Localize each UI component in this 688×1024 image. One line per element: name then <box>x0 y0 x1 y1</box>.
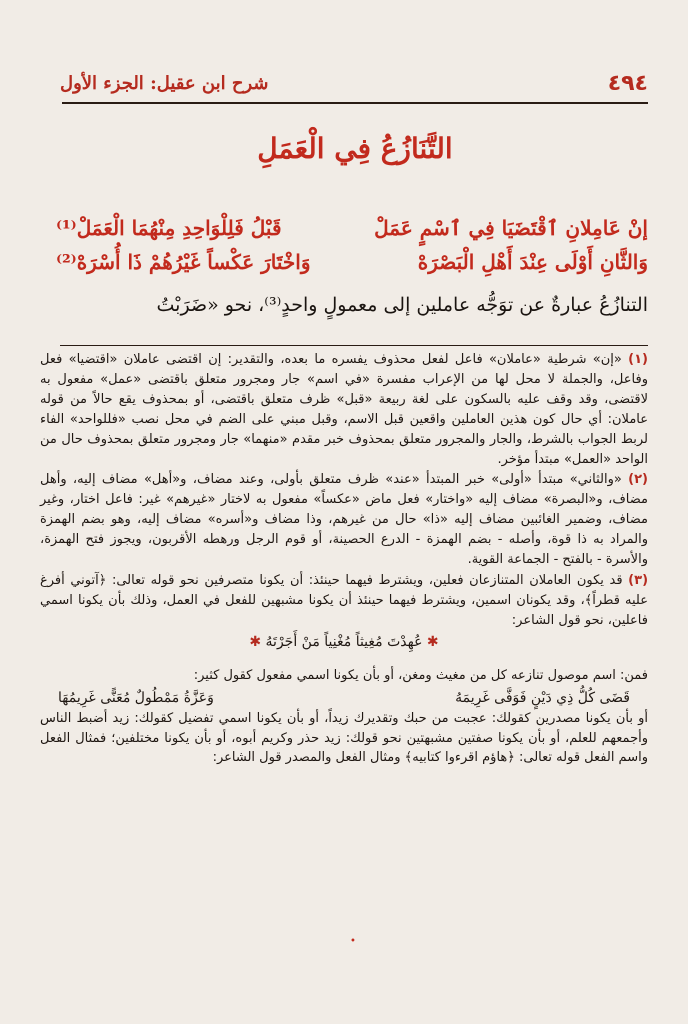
poem-second-hemistich: وَعَزَّةُ مَمْطُولٌ مُعَنًّى غَرِيمُهَا <box>58 689 214 706</box>
footnote-text: قد يكون العاملان المتنازعان فعلين، ويشترط فيهما حينئذ: أن يكونا متصرفين نحو قوله تعالى: ﴿آتوني أفرغ عليه قطراً﴾، وقد يكونان اسمين، ويشترط فيهما حينئذ أن يكونا مشبهين للفعل في العمل، وذلك بأن يكونا اسمي فاعلين، نحو قول الشاعر: <box>40 572 648 628</box>
spacer <box>40 652 648 666</box>
asterisk-icon: ✱ <box>426 633 439 650</box>
running-title: شرح ابن عقيل: الجزء الأول <box>60 72 269 94</box>
asterisk-icon: ✱ <box>249 633 262 650</box>
footnote-2 <box>40 470 648 570</box>
body-text: التنازُعُ عبارةٌ عن توَجُّه عاملين إلى معمولٍ واحدٍ⁽³⁾، نحو «ضَرَبْتُ <box>156 294 648 316</box>
running-header <box>60 66 648 100</box>
footnote-separator <box>60 345 648 346</box>
poem-verse <box>40 687 648 709</box>
printer-mark: • <box>350 936 356 947</box>
page-number: ٤٩٤ <box>607 70 648 96</box>
verse-1-second-hemistich: قَبْلُ فَلِلْوَاحِدِ مِنْهُمَا الْعَمَلْ⁽¹⁾ <box>56 216 282 240</box>
continuation-intro: فمن: اسم موصول تنازعه كل من مغيث ومغن، أو بأن يكونا اسمي مفعول كقول كثير: <box>193 667 648 683</box>
verse-line-1 <box>56 216 648 240</box>
verse-2-first-hemistich: وَالثَّانِ أَوْلَى عِنْدَ أَهْلِ الْبَصْرَهْ <box>417 250 648 274</box>
header-rule <box>62 102 648 104</box>
verse-1-first-hemistich: إنْ عَامِلانِ ٱقْتَضَيَا فِي ٱسْمٍ عَمَلْ <box>374 216 648 240</box>
verse-2-second-hemistich: وَاخْتَارَ عَكْساً غَيْرُهُمْ ذَا أُسْرَهْ⁽²⁾ <box>56 250 311 274</box>
footnote-text: «إن» شرطية «عاملان» فاعل لفعل محذوف يفسره ما بعده، والتقدير: إن اقتضى عاملان «اقتضيا» فعل وفاعل، والجملة لا محل لها من الإعراب مفسرة «في اسم» جار ومجرور متعلق باقتضى «عمل» مفعول به لاقتضى، وقد وقف عليه بالسكون على لغة ربيعة «قبل» ظرف متعلق باقتضى، أو بمحذوف يقع حالاً من قوله عاملان: أي حال كون هذين العاملين واقعين قبل الاسم، وقبل مبني على الضم في محل نصب «فللواحد» الفاء لربط الجواب بالشرط، والجار والمجرور متعلق بمحذوف خبر مقدم «منهما» جار ومجرور متعلق بمحذوف حال من الواحد «العمل» مبتدأ مؤخر. <box>40 352 648 467</box>
quoted-verse <box>40 632 648 652</box>
chapter-title: التَّنَازُعُ فِي الْعَمَلِ <box>257 132 453 165</box>
footnote-text: «والثاني» مبتدأ «أولى» خبر المبتدأ «عند» ظرف متعلق بأولى، وعند مضاف، و«أهل» مضاف إليه، وأهل مضاف، و«البصرة» مضاف إليه «واختار» فعل ماض «عكساً» مفعول به لاختار «غيرهم» غير: فاعل اختار، وغير مضاف، وضمير الغائبين مضاف إليه «ذا» حال من غيرهم، وذا مضاف و«أسره» مضاف إليه، وهو بضم الهمزة والمراد به ذا قوة، وأصله - بضم الهمزة - الدرع الحصينة، أو قوم الرجل ورهطه الأقربون، ويجوز فتح الهمزة، والأسرة - بالفتح - الجماعة القوية. <box>40 472 648 568</box>
footnote-number: (٢) <box>628 472 648 488</box>
continuation-text: أو بأن يكونا مصدرين كقولك: عجبت من حبك وتقديرك زيداً، أو بأن يكونا اسمي تفضيل كقولك: زيد أضبط الناس وأجمعهم للعلم، أو بأن يكونا صفتين مشبهتين نحو قولك: زيد حذر وكريم أبوه، أو بأن يكونا مختلفين؛ فمثال الفعل واسم الفعل قوله تعالى: ﴿هاؤم اقرءوا كتابيه﴾ ومثال الفعل والمصدر قول الشاعر: <box>40 710 648 766</box>
poem-first-hemistich: قَضَى كُلُّ ذِي دَيْنٍ فَوَفَّى غَرِيمَهُ <box>455 689 630 706</box>
quoted-verse-text: عُهِدْتَ مُغِيثاً مُغْنِياً مَنْ أَجَرْتَهُ <box>265 633 423 650</box>
footnote-number: (٣) <box>628 572 649 588</box>
footnotes <box>40 350 648 769</box>
footnote-1 <box>40 350 648 469</box>
verse-line-2 <box>56 250 648 274</box>
footnote-number: (١) <box>628 352 648 367</box>
footnote-3 <box>40 571 648 631</box>
